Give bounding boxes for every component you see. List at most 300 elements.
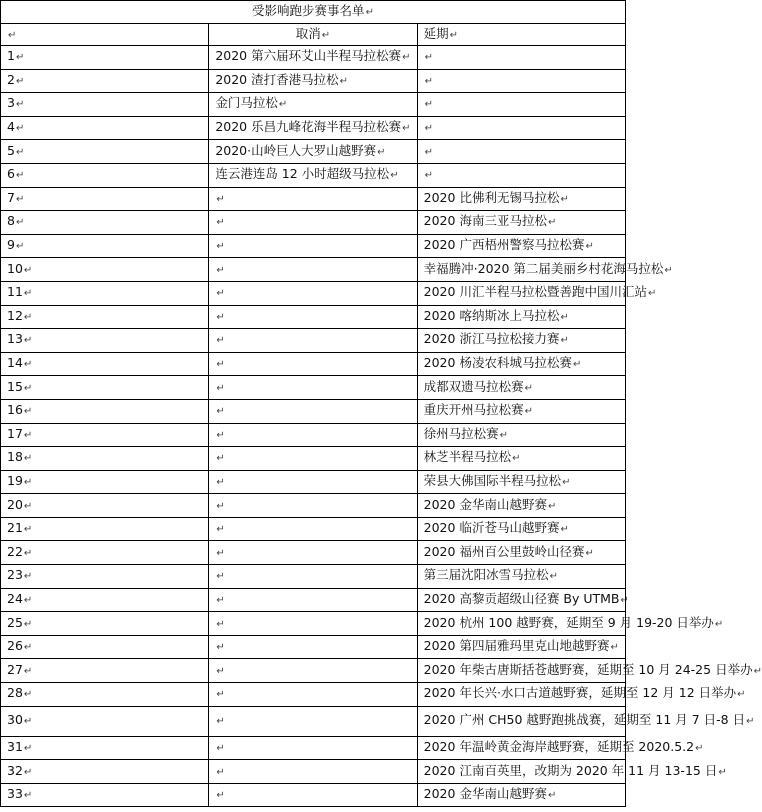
cancelled-event: 2020 乐昌九峰花海半程马拉松赛 [215, 119, 402, 135]
paragraph-mark-icon: ↵ [547, 500, 557, 512]
postponed-event-cell [417, 659, 762, 683]
paragraph-mark-icon: ↵ [664, 264, 673, 276]
paragraph-mark-icon: ↵ [216, 742, 225, 754]
paragraph-mark-icon: ↵ [216, 524, 225, 536]
cancelled-event-cell [209, 69, 417, 93]
row-number: 14 [7, 355, 23, 371]
paragraph-mark-icon: ↵ [216, 665, 225, 677]
postponed-event: 2020 福州百公里鼓岭山径赛 [423, 543, 585, 559]
row-number-cell [1, 612, 209, 636]
paragraph-mark-icon: ↵ [610, 642, 619, 654]
paragraph-mark-icon: ↵ [560, 335, 569, 347]
postponed-event-cell [417, 187, 625, 211]
postponed-event-cell [417, 93, 625, 117]
row-number-cell [1, 659, 209, 683]
postponed-event-cell [417, 565, 625, 589]
postponed-event-cell [417, 760, 727, 784]
row-number-cell [1, 69, 209, 93]
postponed-event-cell [417, 352, 625, 376]
table-row [1, 447, 626, 471]
postponed-event: 2020 金华南山越野赛 [423, 786, 547, 802]
paragraph-mark-icon: ↵ [424, 146, 434, 158]
cancelled-event-cell [209, 706, 417, 736]
paragraph-mark-icon: ↵ [216, 766, 225, 778]
paragraph-mark-icon: ↵ [547, 790, 557, 802]
table-row [1, 494, 626, 518]
row-number: 21 [7, 520, 23, 536]
row-number-cell [1, 187, 209, 211]
paragraph-mark-icon: ↵ [216, 311, 225, 323]
postponed-event: 2020 川汇半程马拉松暨善跑中国川汇站 [423, 284, 647, 300]
paragraph-mark-icon: ↵ [402, 123, 411, 135]
row-number: 19 [7, 472, 23, 488]
table-row [1, 683, 626, 707]
table-row [1, 635, 626, 659]
postponed-event: 2020 江南百英里，改期为 2020 年 11 月 13-15 日 [423, 762, 718, 778]
paragraph-mark-icon: ↵ [746, 716, 755, 728]
paragraph-mark-icon: ↵ [216, 618, 225, 630]
postponed-event: 成都双遗马拉松赛 [423, 378, 524, 394]
paragraph-mark-icon: ↵ [23, 665, 33, 677]
cancelled-event-cell [209, 736, 417, 760]
row-number: 18 [7, 449, 23, 465]
row-number: 28 [7, 685, 23, 701]
table-title-cell [1, 1, 626, 24]
row-number: 30 [7, 712, 23, 728]
paragraph-mark-icon: ↵ [15, 170, 25, 182]
paragraph-mark-icon: ↵ [216, 406, 225, 418]
paragraph-mark-icon: ↵ [15, 75, 25, 87]
paragraph-mark-icon: ↵ [23, 594, 33, 606]
table-row [1, 541, 626, 565]
paragraph-mark-icon: ↵ [23, 359, 33, 371]
header-index-cell [1, 24, 209, 46]
paragraph-mark-icon: ↵ [216, 288, 225, 300]
paragraph-mark-icon: ↵ [424, 123, 434, 135]
paragraph-mark-icon: ↵ [23, 716, 33, 728]
paragraph-mark-icon: ↵ [15, 52, 25, 64]
paragraph-mark-icon: ↵ [216, 264, 225, 276]
cancelled-event: 金门马拉松 [215, 95, 278, 111]
postponed-event-cell [417, 69, 625, 93]
cancelled-event-cell [209, 258, 417, 282]
cancelled-event-cell [209, 140, 417, 164]
table-row [1, 470, 626, 494]
row-number: 7 [7, 189, 15, 205]
paragraph-mark-icon: ↵ [23, 766, 33, 778]
row-number: 9 [7, 237, 15, 253]
row-number: 6 [7, 166, 15, 182]
paragraph-mark-icon: ↵ [524, 382, 534, 394]
postponed-event-cell [417, 517, 625, 541]
row-number: 10 [7, 260, 23, 276]
table-row [1, 352, 626, 376]
paragraph-mark-icon: ↵ [524, 406, 534, 418]
paragraph-mark-icon: ↵ [695, 742, 704, 754]
paragraph-mark-icon: ↵ [424, 75, 434, 87]
postponed-event-cell [417, 258, 673, 282]
paragraph-mark-icon: ↵ [216, 335, 225, 347]
postponed-event-cell [417, 706, 755, 736]
row-number-cell [1, 352, 209, 376]
row-number: 23 [7, 567, 23, 583]
postponed-event-cell [417, 470, 625, 494]
paragraph-mark-icon: ↵ [549, 571, 559, 583]
paragraph-mark-icon: ↵ [15, 99, 25, 111]
row-number: 1 [7, 48, 15, 64]
postponed-event-cell [417, 281, 657, 305]
table-row [1, 565, 626, 589]
row-number-cell [1, 760, 209, 784]
table-row [1, 736, 626, 760]
header-cancelled-cell [209, 24, 417, 46]
cancelled-event-cell [209, 163, 417, 187]
postponed-event-cell [417, 423, 625, 447]
paragraph-mark-icon: ↵ [15, 146, 25, 158]
table-row [1, 659, 626, 683]
paragraph-mark-icon: ↵ [424, 52, 434, 64]
table-row [1, 46, 626, 70]
paragraph-mark-icon: ↵ [23, 288, 33, 300]
postponed-event-cell [417, 140, 625, 164]
table-row [1, 783, 626, 807]
table-row [1, 305, 626, 329]
postponed-event-cell [417, 46, 625, 70]
postponed-event: 第三届沈阳冰雪马拉松 [423, 567, 549, 583]
table-row [1, 612, 626, 636]
paragraph-mark-icon: ↵ [23, 406, 33, 418]
table-row [1, 163, 626, 187]
table-row [1, 706, 626, 736]
row-number-cell [1, 399, 209, 423]
postponed-event-cell [417, 376, 625, 400]
row-number: 3 [7, 95, 15, 111]
postponed-event-cell [417, 494, 625, 518]
paragraph-mark-icon: ↵ [23, 429, 33, 441]
postponed-event-cell [417, 234, 625, 258]
row-number-cell [1, 163, 209, 187]
cancelled-event-cell [209, 305, 417, 329]
paragraph-mark-icon: ↵ [560, 524, 569, 536]
cancelled-event-cell [209, 211, 417, 235]
postponed-event-cell [417, 399, 625, 423]
postponed-event: 荣县大佛国际半程马拉松 [423, 472, 562, 488]
row-number: 27 [7, 661, 23, 677]
table-row [1, 376, 626, 400]
postponed-event: 林芝半程马拉松 [423, 449, 512, 465]
cancelled-event-cell [209, 541, 417, 565]
table-row [1, 116, 626, 140]
cancelled-event-cell [209, 352, 417, 376]
cancelled-event-cell [209, 187, 417, 211]
paragraph-mark-icon: ↵ [23, 571, 33, 583]
postponed-event-cell [417, 612, 724, 636]
table-row [1, 140, 626, 164]
row-number: 12 [7, 307, 23, 323]
paragraph-mark-icon: ↵ [23, 476, 33, 488]
cancelled-event-cell [209, 659, 417, 683]
table-row [1, 517, 626, 541]
postponed-event-cell [417, 305, 625, 329]
table-row [1, 69, 626, 93]
paragraph-mark-icon: ↵ [23, 547, 33, 559]
postponed-event-cell [417, 736, 704, 760]
paragraph-mark-icon: ↵ [216, 790, 225, 802]
row-number: 8 [7, 213, 15, 229]
paragraph-mark-icon: ↵ [547, 217, 557, 229]
postponed-event-cell [417, 163, 625, 187]
row-number: 24 [7, 590, 23, 606]
cancelled-event-cell [209, 46, 417, 70]
row-number-cell [1, 494, 209, 518]
paragraph-mark-icon: ↵ [424, 99, 434, 111]
paragraph-mark-icon: ↵ [390, 170, 399, 182]
cancelled-event-cell [209, 281, 417, 305]
row-number-cell [1, 588, 209, 612]
header-row [1, 24, 626, 46]
postponed-event-cell [417, 783, 625, 807]
paragraph-mark-icon: ↵ [365, 7, 374, 18]
cancelled-event-cell [209, 612, 417, 636]
cancelled-event: 2020 第六届环艾山半程马拉松赛 [215, 48, 402, 64]
paragraph-mark-icon: ↵ [216, 716, 225, 728]
postponed-event: 重庆开州马拉松赛 [423, 402, 524, 418]
paragraph-mark-icon: ↵ [23, 742, 33, 754]
cancelled-event-cell [209, 234, 417, 258]
cancelled-event-cell [209, 376, 417, 400]
postponed-event: 2020 比佛利无锡马拉松 [423, 189, 560, 205]
row-number-cell [1, 116, 209, 140]
row-number-cell [1, 423, 209, 447]
table-title: 受影响跑步赛事名单 [252, 3, 365, 18]
cancelled-event-cell [209, 588, 417, 612]
paragraph-mark-icon: ↵ [15, 123, 25, 135]
header-cancelled: 取消 [295, 25, 321, 41]
row-number: 15 [7, 378, 23, 394]
table-row [1, 187, 626, 211]
row-number: 16 [7, 402, 23, 418]
paragraph-mark-icon: ↵ [424, 170, 434, 182]
row-number: 26 [7, 638, 23, 654]
paragraph-mark-icon: ↵ [512, 453, 521, 465]
cancelled-event: 2020·山岭巨人大罗山越野赛 [215, 142, 377, 158]
row-number: 2 [7, 71, 15, 87]
paragraph-mark-icon: ↵ [23, 790, 33, 802]
paragraph-mark-icon: ↵ [15, 241, 25, 253]
postponed-event: 2020 杭州 100 越野赛，延期至 9 月 19-20 日举办 [423, 614, 714, 630]
paragraph-mark-icon: ↵ [278, 99, 288, 111]
header-postponed: 延期 [423, 25, 449, 41]
header-postponed-cell [417, 24, 625, 46]
row-number-cell [1, 234, 209, 258]
cancelled-event-cell [209, 565, 417, 589]
table-row [1, 399, 626, 423]
row-number-cell [1, 93, 209, 117]
table-title-row [1, 1, 626, 24]
paragraph-mark-icon: ↵ [216, 547, 225, 559]
paragraph-mark-icon: ↵ [216, 642, 225, 654]
row-number: 20 [7, 496, 23, 512]
table-row [1, 760, 626, 784]
paragraph-mark-icon: ↵ [23, 524, 33, 536]
paragraph-mark-icon: ↵ [572, 359, 582, 371]
paragraph-mark-icon: ↵ [647, 288, 657, 300]
table-row [1, 329, 626, 353]
paragraph-mark-icon: ↵ [23, 642, 33, 654]
postponed-event: 2020 杨凌农科城马拉松赛 [423, 355, 572, 371]
row-number: 22 [7, 543, 23, 559]
postponed-event: 2020 临沂苍马山越野赛 [423, 520, 560, 536]
postponed-event-cell [417, 116, 625, 140]
paragraph-mark-icon: ↵ [216, 594, 225, 606]
row-number-cell [1, 46, 209, 70]
table-row [1, 211, 626, 235]
table-row [1, 588, 626, 612]
paragraph-mark-icon: ↵ [15, 217, 25, 229]
paragraph-mark-icon: ↵ [377, 146, 386, 158]
paragraph-mark-icon: ↵ [23, 382, 33, 394]
cancelled-event-cell [209, 329, 417, 353]
row-number: 4 [7, 119, 15, 135]
postponed-event: 2020 金华南山越野赛 [423, 496, 547, 512]
postponed-event-cell [417, 588, 629, 612]
row-number-cell [1, 211, 209, 235]
paragraph-mark-icon: ↵ [8, 29, 17, 41]
cancelled-event-cell [209, 423, 417, 447]
cancelled-event-cell [209, 447, 417, 471]
paragraph-mark-icon: ↵ [23, 264, 33, 276]
paragraph-mark-icon: ↵ [339, 75, 349, 87]
paragraph-mark-icon: ↵ [216, 476, 225, 488]
postponed-event: 2020 年长兴·水口古道越野赛，延期至 12 月 12 日举办 [423, 685, 737, 701]
cancelled-event-cell [209, 783, 417, 807]
paragraph-mark-icon: ↵ [714, 618, 724, 630]
row-number: 11 [7, 284, 23, 300]
row-number: 31 [7, 738, 23, 754]
cancelled-event-cell [209, 93, 417, 117]
paragraph-mark-icon: ↵ [321, 29, 331, 41]
paragraph-mark-icon: ↵ [753, 665, 762, 677]
paragraph-mark-icon: ↵ [585, 547, 594, 559]
paragraph-mark-icon: ↵ [23, 311, 33, 323]
postponed-event: 2020 海南三亚马拉松 [423, 213, 547, 229]
row-number-cell [1, 783, 209, 807]
row-number-cell [1, 140, 209, 164]
postponed-event-cell [417, 329, 625, 353]
paragraph-mark-icon: ↵ [402, 52, 411, 64]
postponed-event: 2020 年温岭黄金海岸越野赛，延期至 2020.5.2 [423, 738, 695, 754]
row-number-cell [1, 305, 209, 329]
cancelled-event-cell [209, 517, 417, 541]
cancelled-event-cell [209, 635, 417, 659]
postponed-event: 2020 广西梧州警察马拉松赛 [423, 237, 585, 253]
postponed-event: 2020 高黎贡超级山径赛 By UTMB [423, 590, 620, 606]
paragraph-mark-icon: ↵ [216, 453, 225, 465]
cancelled-event-cell [209, 116, 417, 140]
paragraph-mark-icon: ↵ [216, 689, 225, 701]
row-number-cell [1, 447, 209, 471]
paragraph-mark-icon: ↵ [216, 382, 225, 394]
paragraph-mark-icon: ↵ [216, 359, 225, 371]
paragraph-mark-icon: ↵ [23, 618, 33, 630]
postponed-event: 2020 浙江马拉松接力赛 [423, 331, 560, 347]
row-number-cell [1, 565, 209, 589]
cancelled-event-cell [209, 470, 417, 494]
paragraph-mark-icon: ↵ [15, 193, 25, 205]
paragraph-mark-icon: ↵ [585, 241, 594, 253]
postponed-event: 徐州马拉松赛 [423, 425, 499, 441]
postponed-event-cell [417, 211, 625, 235]
paragraph-mark-icon: ↵ [560, 311, 569, 323]
postponed-event: 2020 年柴古唐斯括苍越野赛，延期至 10 月 24-25 日举办 [423, 661, 753, 677]
row-number: 25 [7, 614, 23, 630]
postponed-event-cell [417, 683, 746, 707]
paragraph-mark-icon: ↵ [216, 241, 225, 253]
cancelled-event-cell [209, 760, 417, 784]
row-number-cell [1, 736, 209, 760]
row-number-cell [1, 635, 209, 659]
postponed-event-cell [417, 541, 625, 565]
row-number-cell [1, 376, 209, 400]
paragraph-mark-icon: ↵ [620, 594, 629, 606]
paragraph-mark-icon: ↵ [216, 217, 225, 229]
postponed-event-cell [417, 447, 625, 471]
row-number-cell [1, 541, 209, 565]
postponed-event: 2020 喀纳斯冰上马拉松 [423, 307, 560, 323]
table-row [1, 234, 626, 258]
postponed-event: 2020 广州 CH50 越野跑挑战赛，延期至 11 月 7 日-8 日 [423, 712, 746, 728]
table-row [1, 93, 626, 117]
paragraph-mark-icon: ↵ [737, 689, 746, 701]
row-number-cell [1, 258, 209, 282]
paragraph-mark-icon: ↵ [23, 335, 33, 347]
row-number-cell [1, 281, 209, 305]
row-number-cell [1, 706, 209, 736]
paragraph-mark-icon: ↵ [216, 500, 225, 512]
row-number: 5 [7, 142, 15, 158]
cancelled-event: 2020 渣打香港马拉松 [215, 71, 339, 87]
cancelled-event-cell [209, 683, 417, 707]
table-row [1, 423, 626, 447]
postponed-event-cell [417, 635, 625, 659]
row-number: 13 [7, 331, 23, 347]
paragraph-mark-icon: ↵ [718, 766, 727, 778]
postponed-event: 2020 第四届雅玛里克山地越野赛 [423, 638, 610, 654]
table-row [1, 281, 626, 305]
cancelled-event-cell [209, 399, 417, 423]
row-number-cell [1, 470, 209, 494]
paragraph-mark-icon: ↵ [23, 453, 33, 465]
cancelled-event-cell [209, 494, 417, 518]
paragraph-mark-icon: ↵ [562, 476, 571, 488]
paragraph-mark-icon: ↵ [216, 429, 225, 441]
row-number: 33 [7, 786, 23, 802]
row-number-cell [1, 329, 209, 353]
paragraph-mark-icon: ↵ [23, 500, 33, 512]
row-number: 32 [7, 762, 23, 778]
postponed-event: 幸福腾冲·2020 第二届美丽乡村花海马拉松 [423, 260, 664, 276]
paragraph-mark-icon: ↵ [23, 689, 33, 701]
paragraph-mark-icon: ↵ [216, 571, 225, 583]
paragraph-mark-icon: ↵ [449, 29, 459, 41]
paragraph-mark-icon: ↵ [216, 193, 225, 205]
paragraph-mark-icon: ↵ [560, 193, 569, 205]
row-number-cell [1, 517, 209, 541]
row-number: 17 [7, 425, 23, 441]
row-number-cell [1, 683, 209, 707]
paragraph-mark-icon: ↵ [499, 429, 509, 441]
cancelled-event: 连云港连岛 12 小时超级马拉松 [215, 166, 390, 182]
